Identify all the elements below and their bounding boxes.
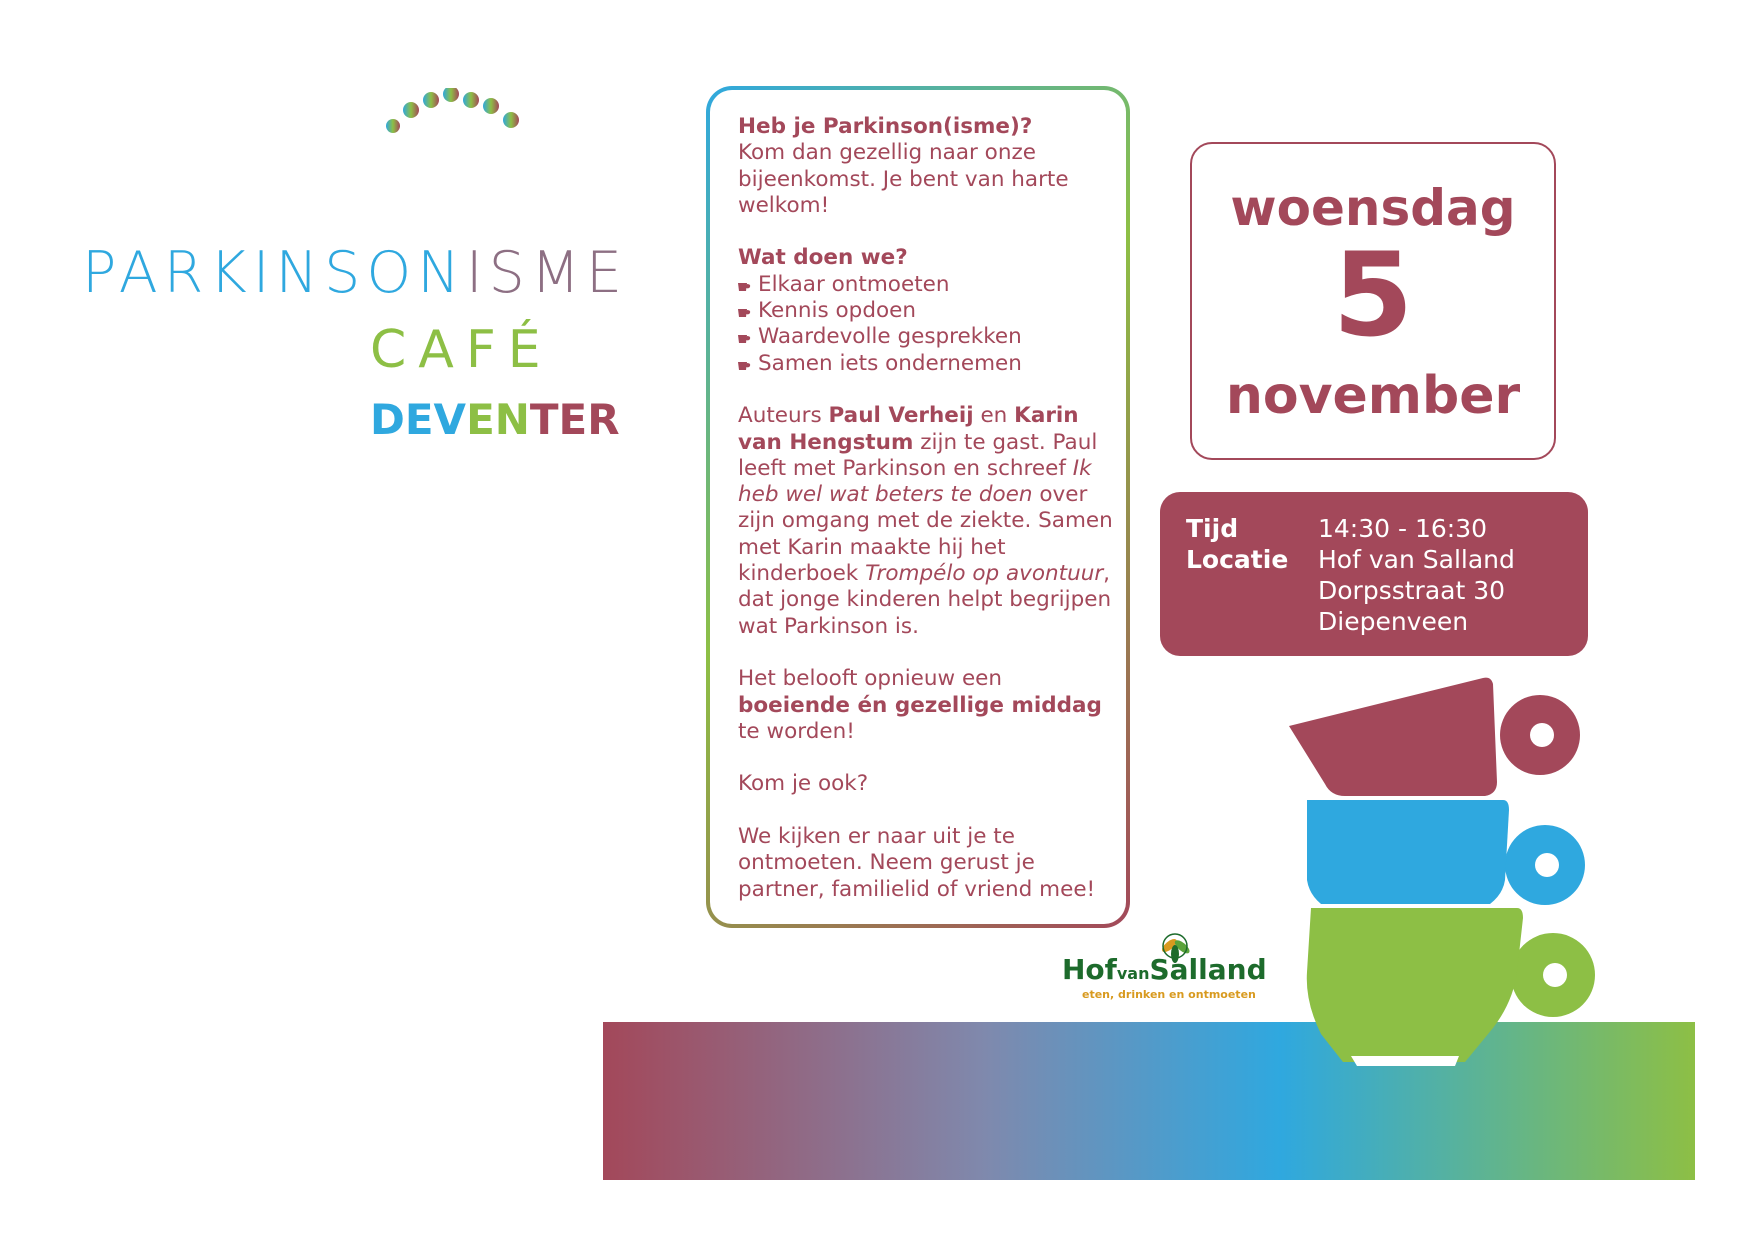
date-month: november (1225, 366, 1521, 426)
list-item: Elkaar ontmoeten (738, 272, 1120, 298)
blue-cup-icon (1307, 800, 1585, 905)
intro-heading: Heb je Parkinson(isme)? (738, 114, 1033, 139)
closing-paragraph: We kijken er naar uit je te ontmoeten. Neem gerust je partner, familielid of vriend mee! (738, 824, 1096, 902)
venue-logo-name (1062, 953, 1267, 991)
logo-word-part1: PARKINSON (82, 240, 466, 306)
location-label: Locatie (1186, 545, 1289, 574)
venue-logo-tagline: eten, drinken en ontmoeten (1082, 988, 1256, 1001)
list-item: Kennis opdoen (738, 298, 1120, 324)
info-text (738, 114, 1120, 929)
logo-city-part2: EN (466, 395, 530, 444)
cup-bullet-icon (738, 308, 751, 318)
logo-city-part1: DEV (370, 395, 467, 444)
question-paragraph: Kom je ook? (738, 771, 869, 797)
activities-list (738, 272, 1120, 377)
location-line: Dorpsstraat 30 (1318, 576, 1506, 605)
location-line: Hof van Salland (1318, 545, 1515, 574)
cup-bullet-icon (738, 282, 751, 292)
date-box (1190, 142, 1556, 460)
intro-text: Kom dan gezellig naar onze bijeenkomst. Je bent van harte welkom! (738, 140, 1069, 218)
logo-cafe: CAFÉ (370, 320, 553, 380)
location-line: Diepenveen (1318, 607, 1469, 636)
guests-paragraph: Auteurs Paul Verheij en Karin van Hengstum zijn te gast. Paul leeft met Parkinson en schreef Ik heb wel wat beters te doen over zijn omgang met de ziekte. Samen met Karin maakte hij het kinderboek Trompélo op avontuur, dat jonge kinderen helpt begrijpen wat Parkinson is. (738, 403, 1113, 639)
logo-city (370, 395, 620, 445)
list-item: Waardevolle gesprekken (738, 324, 1120, 350)
logo-city-part3: TER (529, 395, 620, 444)
logo-people-icon (385, 88, 530, 220)
cup-bullet-icon (738, 334, 751, 344)
list-item: Samen iets ondernemen (738, 351, 1120, 377)
green-cup-icon (1307, 908, 1595, 1066)
stacked-cups-illustration (1285, 672, 1615, 1082)
date-weekday: woensdag (1230, 179, 1516, 237)
venue-logo-name-part2: van (1116, 964, 1150, 983)
venue-logo-name-part3: Salland (1149, 953, 1267, 986)
time-label: Tijd (1186, 514, 1239, 543)
activities-heading: Wat doen we? (738, 245, 908, 271)
logo-word-part2: ISME (465, 240, 629, 306)
intro-paragraph (738, 114, 1120, 219)
venue-logo-name-part1: Hof (1062, 953, 1117, 986)
logo-wordmark (82, 238, 662, 308)
cup-bullet-icon (738, 361, 751, 371)
time-value: 14:30 - 16:30 (1318, 514, 1488, 543)
burgundy-cup-icon (1289, 678, 1580, 796)
date-day: 5 (1332, 228, 1414, 363)
promise-paragraph: Het belooft opnieuw een boeiende én gezellige middag te worden! (738, 666, 1102, 744)
details-box (1160, 492, 1588, 656)
